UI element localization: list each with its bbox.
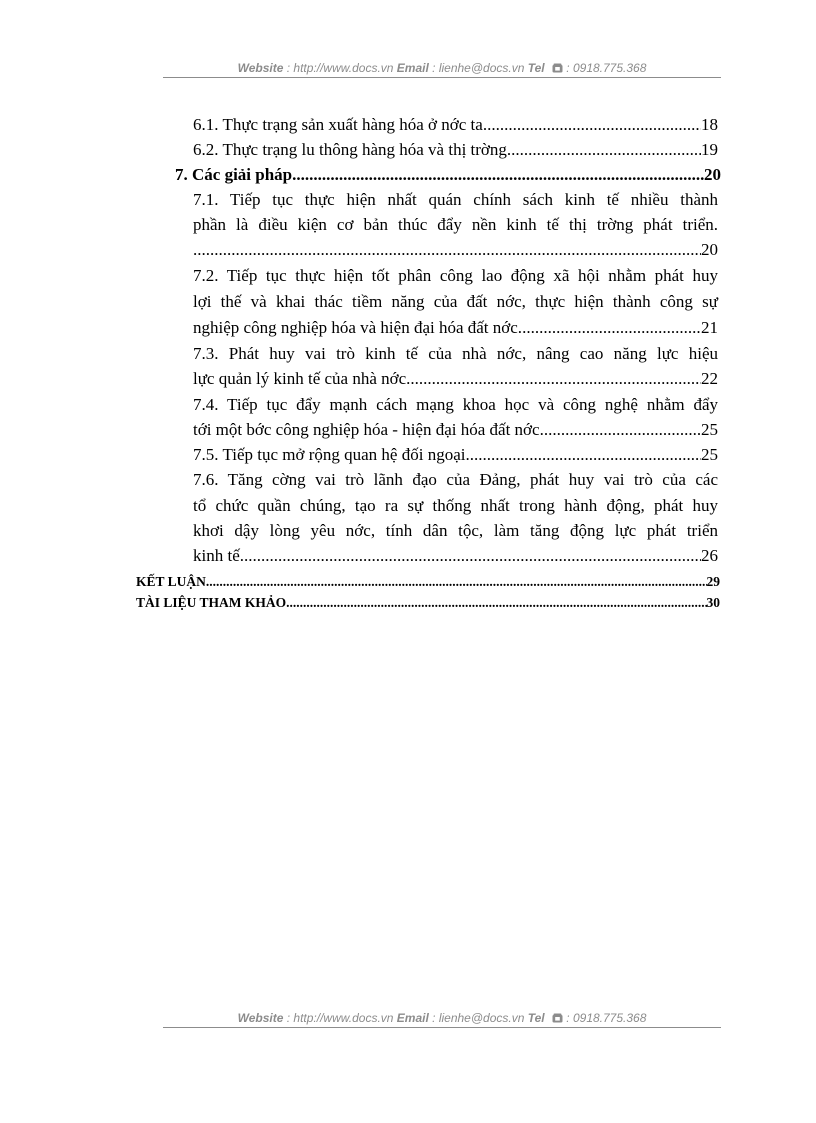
header-email-label: Email [396, 61, 429, 75]
footer-rule [163, 1027, 721, 1028]
phone-icon [552, 1013, 563, 1023]
footer-email-label: Email [396, 1011, 429, 1025]
toc-label: kinh tế. [193, 546, 244, 565]
header-email-value: : lienhe@docs.vn [428, 61, 528, 75]
toc-leader [410, 369, 701, 389]
page-footer [163, 1010, 721, 1028]
page-header [163, 60, 721, 78]
footer-email-value: : lienhe@docs.vn [428, 1011, 528, 1025]
toc-page: 25 [701, 420, 718, 439]
toc-item-7-4-line-1: 7.4. Tiếp tục đẩy mạnh cách mạng khoa học và công nghệ nhằm đẩy [193, 395, 718, 414]
toc-leader [193, 240, 701, 260]
toc-item-7-2-line-1: 7.2. Tiếp tục thực hiện tốt phân công lao động xã hội nhằm phát huy [193, 266, 718, 285]
toc-label: TÀI LIỆU THAM KHẢO [136, 595, 287, 610]
header-website-value: : http://www.docs.vn [283, 61, 397, 75]
toc-leader [286, 595, 706, 611]
toc-page: 19 [701, 140, 718, 159]
toc-label: 7.5. Tiếp tục mở rộng quan hệ đối ngoại. [193, 445, 470, 464]
toc-item-7-1-line-2: phần là điều kiện cơ bản thúc đẩy nền kinh tế thị trờng phát triển. [193, 215, 718, 234]
toc-label: lực quản lý kinh tế của nhà nớc. [193, 369, 411, 388]
toc-leader [244, 546, 701, 566]
toc-item-7-5[interactable] [193, 445, 718, 465]
toc-item-6-1[interactable] [193, 115, 718, 135]
header-tel-label: Tel [527, 61, 545, 75]
toc-item-7-2[interactable] [193, 318, 718, 338]
toc-label: 6.1. Thực trạng sản xuất hàng hóa ở nớc ta. [193, 115, 488, 134]
toc-page: 26 [701, 546, 718, 565]
toc-page: 20 [704, 165, 721, 184]
toc-page: 21 [701, 318, 718, 337]
toc-item-7[interactable] [175, 165, 721, 185]
toc-item-7-4[interactable] [193, 420, 718, 440]
phone-icon [552, 63, 563, 73]
toc-label: tới một bớc công nghiệp hóa - hiện đại hóa đất nớc. [193, 420, 544, 439]
toc-page: 29 [706, 574, 720, 589]
toc-leader [206, 574, 707, 590]
toc-item-ket-luan[interactable] [136, 574, 720, 590]
toc-item-tai-lieu[interactable] [136, 595, 720, 611]
toc-item-7-6-line-1: 7.6. Tăng cờng vai trò lãnh đạo của Đảng, phát huy vai trò của các [193, 470, 718, 489]
header-contact-line [163, 60, 721, 76]
footer-contact-line [163, 1010, 721, 1026]
toc-item-7-1-line-1: 7.1. Tiếp tục thực hiện nhất quán chính sách kinh tế nhiều thành [193, 190, 718, 209]
toc-leader [511, 140, 701, 160]
toc-leader [544, 420, 701, 440]
toc-item-7-6-line-3: khơi dậy lòng yêu nớc, tính dân tộc, làm tăng động lực phát triển [193, 521, 718, 540]
toc-leader [522, 318, 701, 338]
footer-tel-value: : 0918.775.368 [562, 1011, 647, 1025]
toc-item-7-2-line-2: lợi thế và khai thác tiềm năng của đất nớc, thực hiện thành công sự [193, 292, 718, 311]
toc-page: 25 [701, 445, 718, 464]
toc-label: KẾT LUẬN [136, 574, 206, 589]
toc-page: 22 [701, 369, 718, 388]
footer-website-value: : http://www.docs.vn [283, 1011, 397, 1025]
toc-label: nghiệp công nghiệp hóa và hiện đại hóa đất nớc. [193, 318, 523, 337]
toc-item-7-3[interactable] [193, 369, 718, 389]
toc-page: 18 [701, 115, 718, 134]
footer-tel-label: Tel [527, 1011, 545, 1025]
toc-item-7-6-line-2: tổ chức quần chúng, tạo ra sự thống nhất trong hành động, phát huy [193, 496, 718, 515]
toc-item-7-3-line-1: 7.3. Phát huy vai trò kinh tế của nhà nớc, nâng cao năng lực hiệu [193, 344, 718, 363]
header-tel-value: : 0918.775.368 [562, 61, 647, 75]
toc-leader [470, 445, 701, 465]
footer-website-label: Website [237, 1011, 284, 1025]
toc-page: 20 [701, 240, 718, 259]
header-rule [163, 77, 721, 78]
toc-item-7-6[interactable] [193, 546, 718, 566]
toc-item-6-2[interactable] [193, 140, 718, 160]
toc-item-7-1[interactable] [193, 240, 718, 260]
toc-page: 30 [706, 595, 720, 610]
toc-leader [296, 165, 704, 185]
toc-leader [487, 115, 701, 135]
toc-label: 7. Các giải pháp. [175, 165, 297, 184]
toc-label: 6.2. Thực trạng lu thông hàng hóa và thị trờng. [193, 140, 512, 159]
header-website-label: Website [237, 61, 284, 75]
